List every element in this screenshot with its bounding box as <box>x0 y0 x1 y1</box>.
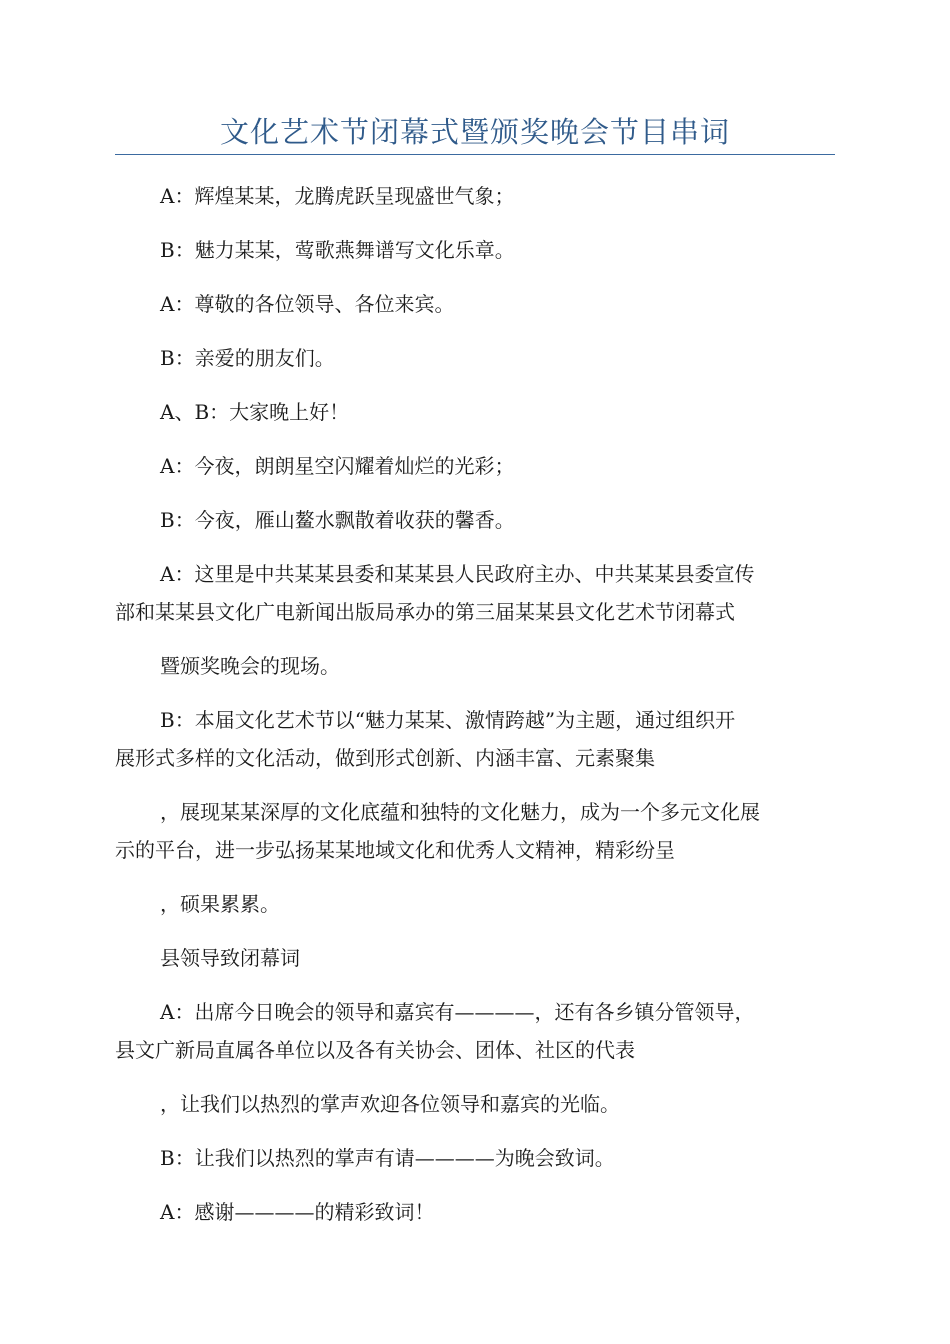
document-title: 文化艺术节闭幕式暨颁奖晚会节目串词 <box>219 115 730 149</box>
script-line: A：感谢————的精彩致词！ <box>160 1200 435 1224</box>
script-line: A：这里是中共某某县委和某某县人民政府主办、中共某某县委宣传 <box>160 562 755 586</box>
script-line: ，硕果累累。 <box>160 892 280 916</box>
script-line: 暨颁奖晚会的现场。 <box>160 654 340 678</box>
script-line: B：亲爱的朋友们。 <box>160 346 335 370</box>
section-heading: 县领导致闭幕词 <box>160 946 300 970</box>
title-underline <box>115 154 835 155</box>
script-line: A：出席今日晚会的领导和嘉宾有————，还有各乡镇分管领导， <box>160 1000 755 1024</box>
script-line: ，展现某某深厚的文化底蕴和独特的文化魅力，成为一个多元文化展 <box>160 800 760 824</box>
script-line: A、B：大家晚上好！ <box>160 400 350 424</box>
script-line: B：让我们以热烈的掌声有请————为晚会致词。 <box>160 1146 615 1170</box>
script-line: ，让我们以热烈的掌声欢迎各位领导和嘉宾的光临。 <box>160 1092 620 1116</box>
script-line: A：今夜，朗朗星空闪耀着灿烂的光彩； <box>160 454 515 478</box>
script-line: 部和某某县文化广电新闻出版局承办的第三届某某县文化艺术节闭幕式 <box>115 600 735 624</box>
script-line: 县文广新局直属各单位以及各有关协会、团体、社区的代表 <box>115 1038 635 1062</box>
script-line: A：尊敬的各位领导、各位来宾。 <box>160 292 455 316</box>
script-line: 示的平台，进一步弘扬某某地域文化和优秀人文精神，精彩纷呈 <box>115 838 675 862</box>
script-line: B：今夜，雁山鳌水飘散着收获的馨香。 <box>160 508 515 532</box>
script-line: B：本届文化艺术节以“魅力某某、激情跨越”为主题，通过组织开 <box>160 708 736 732</box>
script-line: B：魅力某某，莺歌燕舞谱写文化乐章。 <box>160 238 515 262</box>
script-line: A：辉煌某某，龙腾虎跃呈现盛世气象； <box>160 184 515 208</box>
script-line: 展形式多样的文化活动，做到形式创新、内涵丰富、元素聚集 <box>115 746 655 770</box>
